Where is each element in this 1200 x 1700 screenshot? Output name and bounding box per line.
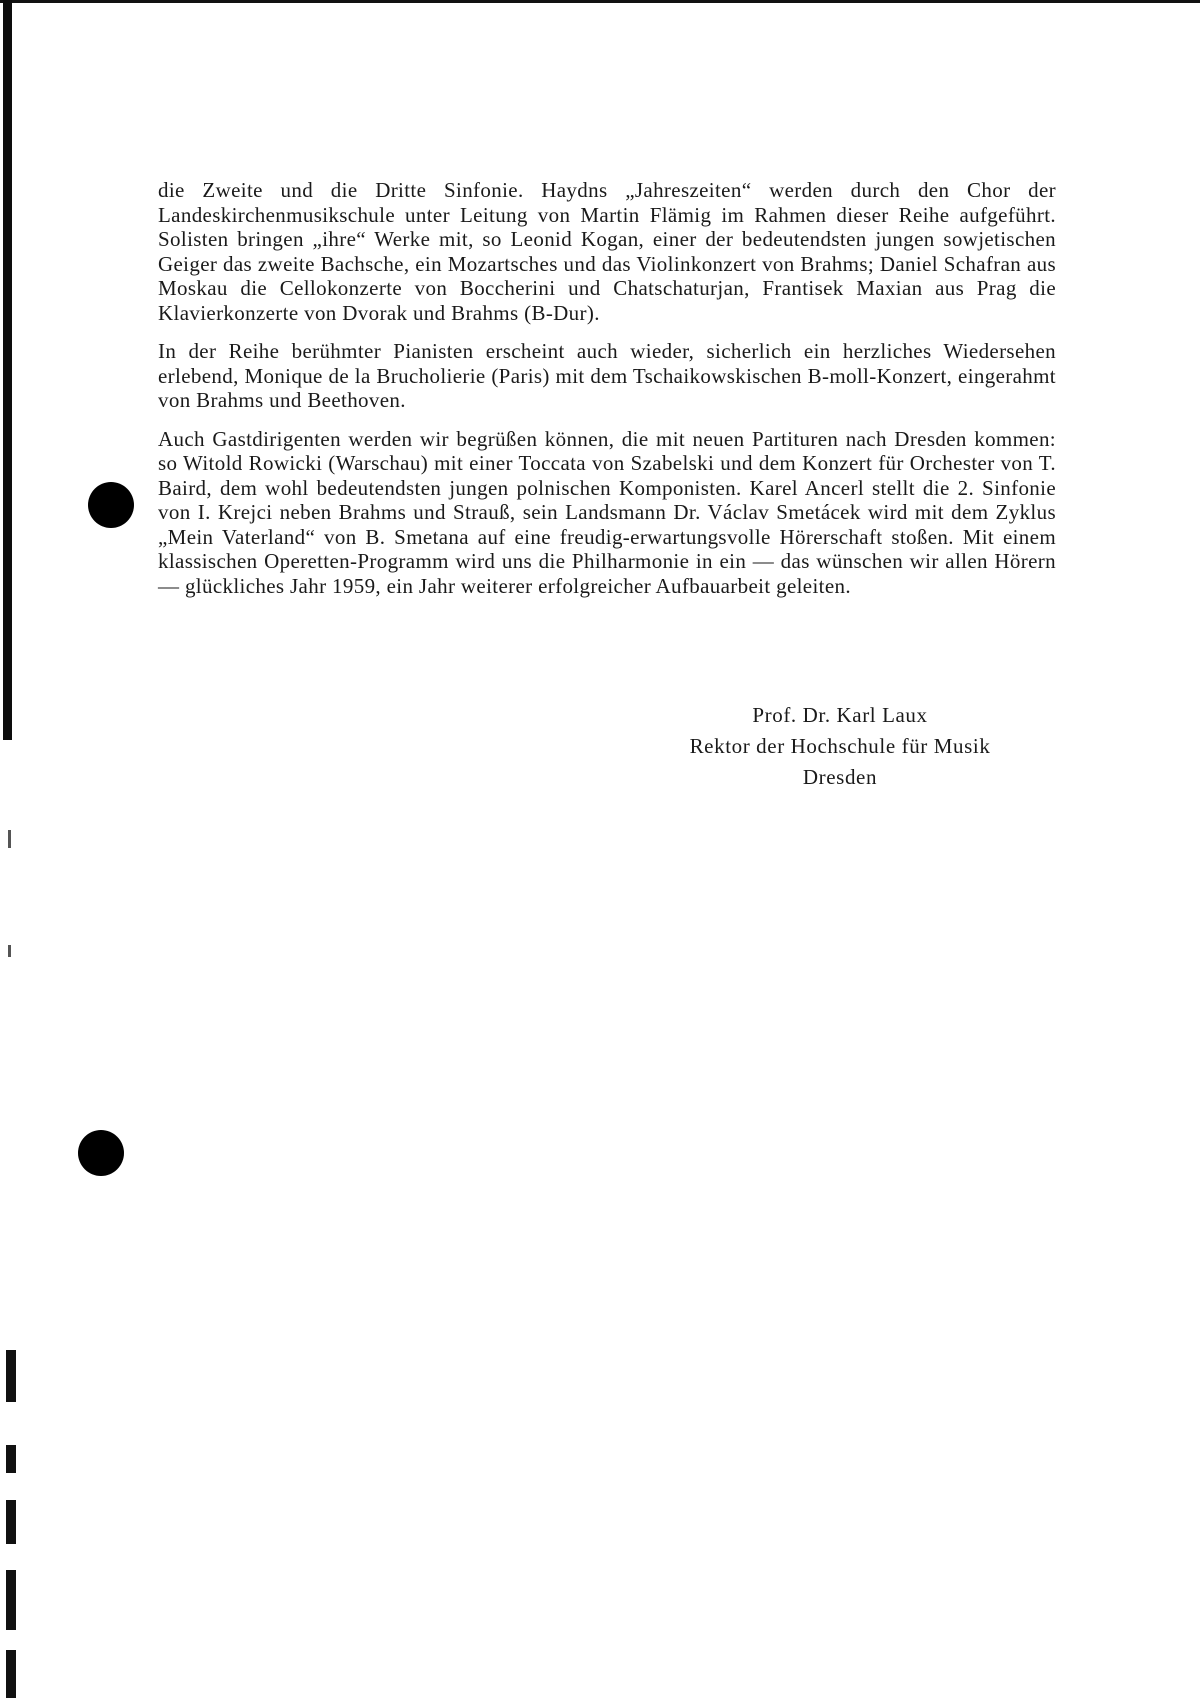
signature-block	[620, 700, 1060, 793]
signature-title: Rektor der Hochschule für Musik	[689, 734, 991, 758]
signature-city: Dresden	[802, 765, 878, 789]
paragraph: die Zweite und die Dritte Sinfonie. Haydns „Jahreszeiten“ werden durch den Chor der Landeskirchenmusikschule unter Leitung von Martin Flämig im Rahmen dieser Reihe aufgeführt. Solisten bringen „ihre“ Werke mit, so Leonid Kogan, einer der bedeutendsten jungen sowjetischen Geiger das zweite Bachsche, ein Mozartsches und das Violinkonzert von Brahms; Daniel Schafran aus Moskau die Cellokonzerte von Boccherini und Chatschaturjan, Frantisek Maxian aus Prag die Klavierkonzerte von Dvorak und Brahms (B-Dur).	[158, 178, 1056, 325]
scan-artifact	[6, 1350, 16, 1402]
paragraph: In der Reihe berühmter Pianisten erscheint auch wieder, sicherlich ein herzliches Wiedersehen erlebend, Monique de la Brucholierie (Paris) mit dem Tschaikowskischen B-moll-Konzert, eingerahmt von Brahms und Beethoven.	[158, 339, 1056, 412]
scan-bottom-marks	[6, 1350, 20, 1700]
scan-artifact	[8, 830, 11, 848]
punch-hole-upper	[88, 482, 134, 528]
scan-top-edge	[0, 0, 1200, 3]
punch-hole-lower	[78, 1130, 124, 1176]
document-body	[158, 178, 1056, 612]
scan-artifact	[6, 1445, 16, 1473]
scan-artifact	[6, 1570, 16, 1630]
paragraph: Auch Gastdirigenten werden wir begrüßen können, die mit neuen Partituren nach Dresden kommen: so Witold Rowicki (Warschau) mit einer Toccata von Szabelski und dem Konzert für Orchester von T. Baird, dem wohl bedeutendsten jungen polnischen Komponisten. Karel Ancerl stellt die 2. Sinfonie von I. Krejci neben Brahms und Strauß, sein Landsmann Dr. Václav Smetácek wird mit dem Zyklus „Mein Vaterland“ von B. Smetana auf eine freudig-erwartungsvolle Hörerschaft stoßen. Mit einem klassischen Operetten-Programm wird uns die Philharmonie in ein — das wünschen wir allen Hörern — glückliches Jahr 1959, ein Jahr weiterer erfolgreicher Aufbauarbeit geleiten.	[158, 426, 1056, 598]
signature-name: Prof. Dr. Karl Laux	[752, 703, 928, 727]
scan-left-border	[3, 0, 12, 740]
scan-artifact	[8, 945, 11, 957]
scan-artifact	[6, 1650, 16, 1698]
scan-artifact	[6, 1500, 16, 1544]
